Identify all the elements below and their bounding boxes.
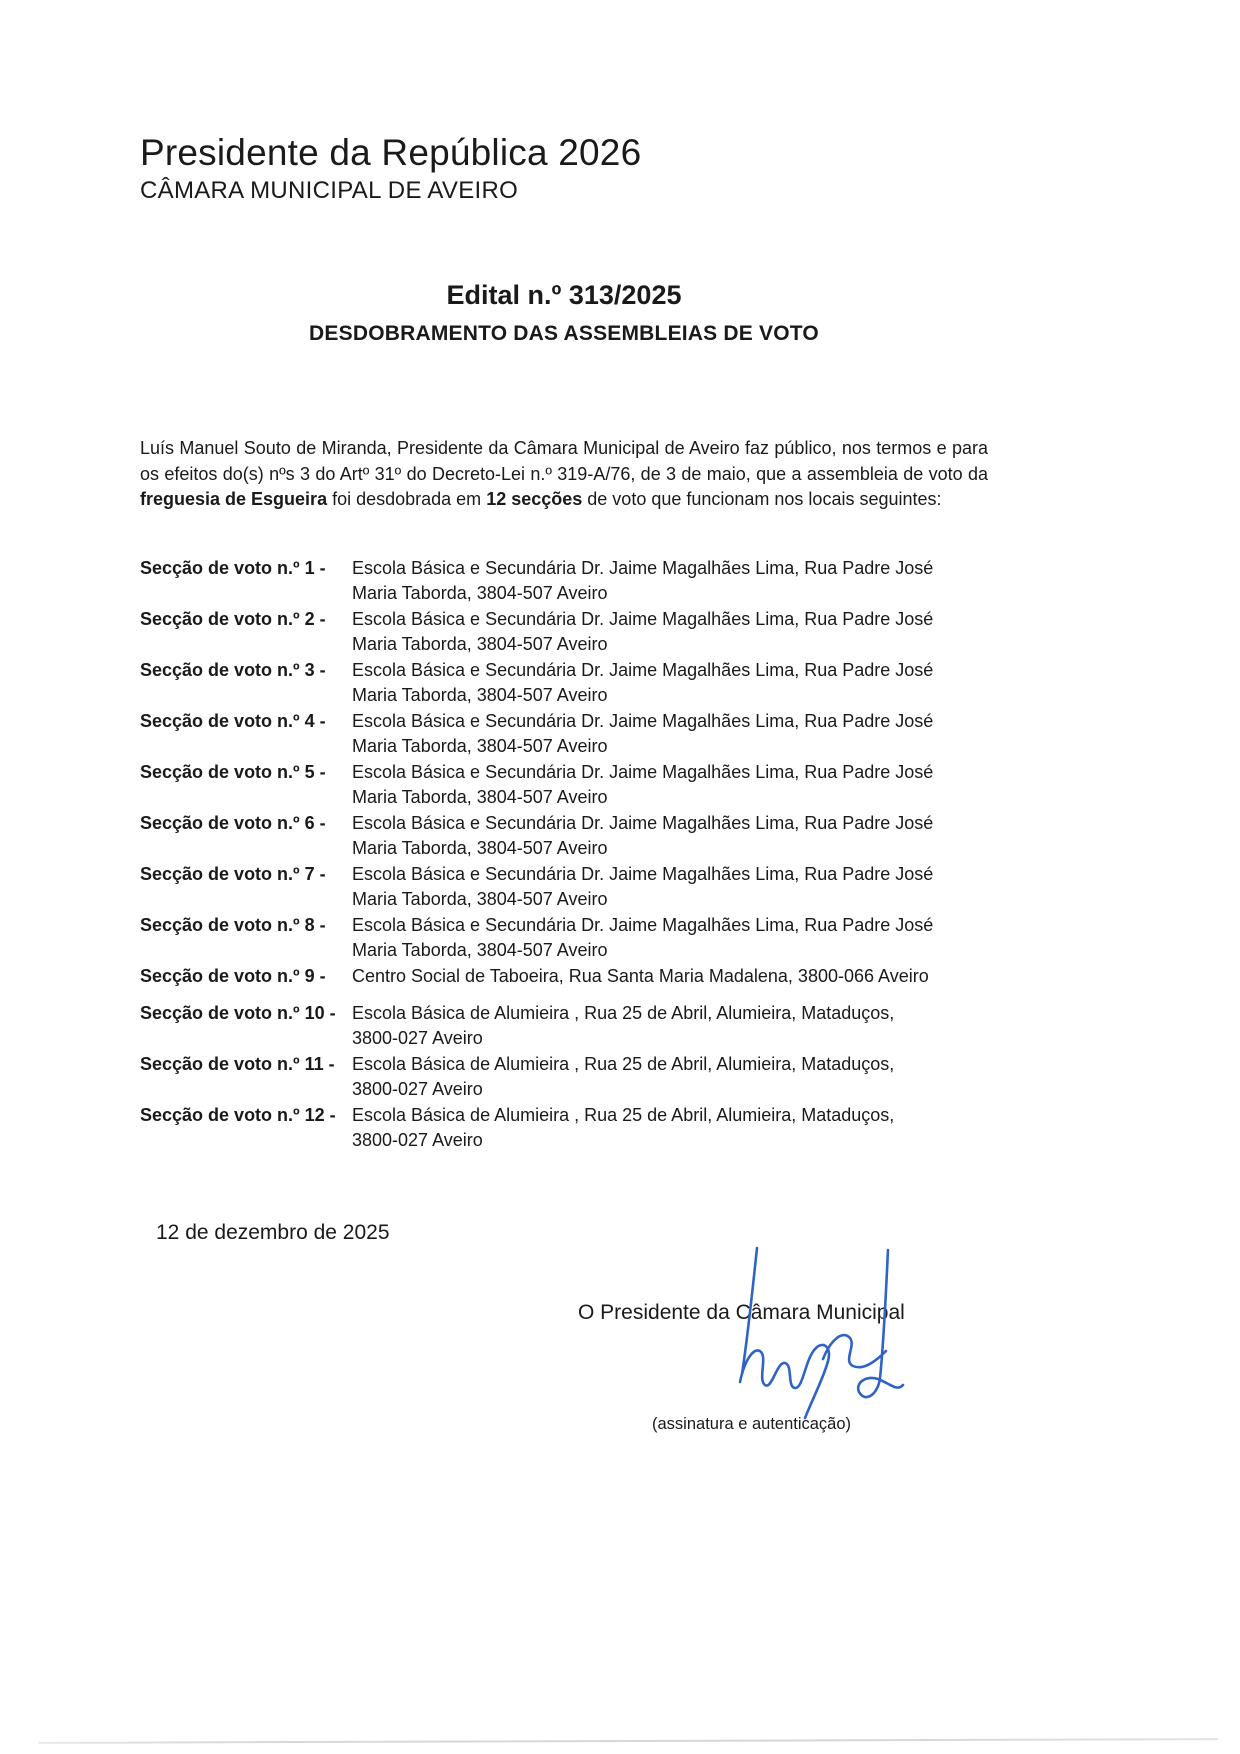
section-location: Escola Básica de Alumieira , Rua 25 de Abril, Alumieira, Mataduços, 3800-027 Aveiro [352,1054,895,1099]
section-location: Centro Social de Taboeira, Rua Santa Maria Madalena, 3800-066 Aveiro [352,966,929,986]
letterhead [140,132,641,205]
letterhead-title: Presidente da República 2026 [140,132,642,173]
section-label: Secção de voto n.º 7 - [140,864,326,884]
section-location: Escola Básica e Secundária Dr. Jaime Magalhães Lima, Rua Padre José Maria Taborda, 3804-507 Aveiro [352,813,934,858]
section-label: Secção de voto n.º 9 - [140,966,326,986]
section-row [140,1103,1000,1153]
document-date: 12 de dezembro de 2025 [156,1221,390,1244]
section-location: Escola Básica de Alumieira , Rua 25 de Abril, Alumieira, Mataduços, 3800-027 Aveiro [352,1105,895,1150]
section-row [140,913,1000,963]
section-label: Secção de voto n.º 5 - [140,762,326,782]
section-location: Escola Básica e Secundária Dr. Jaime Magalhães Lima, Rua Padre José Maria Taborda, 3804-507 Aveiro [352,558,934,603]
signature-title: O Presidente da Câmara Municipal [578,1301,905,1324]
section-label: Secção de voto n.º 2 - [140,609,326,629]
section-location: Escola Básica e Secundária Dr. Jaime Magalhães Lima, Rua Padre José Maria Taborda, 3804-507 Aveiro [352,762,934,807]
section-row [140,607,1000,657]
intro-text-start: Luís Manuel Souto de Miranda, Presidente da Câmara Municipal de Aveiro faz público, nos termos e para os efeitos do(s) nºs 3 do Artº 31º do Decreto-Lei n.º 319-A/76, de 3 de maio, que a assembleia de voto da [140,438,988,484]
edital-heading [140,278,988,347]
section-row [140,1001,1000,1051]
section-row [140,556,1000,606]
scan-artifact-line [38,1738,1218,1744]
section-row [140,760,1000,810]
intro-text-mid: foi desdobrada em [327,489,487,509]
section-label: Secção de voto n.º 1 - [140,558,326,578]
section-label: Secção de voto n.º 6 - [140,813,326,833]
section-label: Secção de voto n.º 11 - [140,1054,335,1074]
section-row [140,658,1000,708]
intro-paragraph [140,436,988,513]
section-label: Secção de voto n.º 4 - [140,711,326,731]
section-location: Escola Básica de Alumieira , Rua 25 de Abril, Alumieira, Mataduços, 3800-027 Aveiro [352,1003,895,1048]
section-location: Escola Básica e Secundária Dr. Jaime Magalhães Lima, Rua Padre José Maria Taborda, 3804-507 Aveiro [352,660,934,705]
sections-list [140,556,1000,1154]
intro-bold-freguesia: freguesia de Esgueira [140,489,328,509]
edital-subject: DESDOBRAMENTO DAS ASSEMBLEIAS DE VOTO [309,322,819,345]
section-label: Secção de voto n.º 10 - [140,1003,336,1023]
signature-caption: (assinatura e autenticação) [652,1415,852,1433]
section-row [140,1052,1000,1102]
letterhead-subtitle: CÂMARA MUNICIPAL DE AVEIRO [140,177,519,204]
section-location: Escola Básica e Secundária Dr. Jaime Magalhães Lima, Rua Padre José Maria Taborda, 3804-507 Aveiro [352,864,934,909]
section-row [140,862,1000,912]
edital-title: Edital n.º 313/2025 [446,280,682,310]
section-label: Secção de voto n.º 8 - [140,915,326,935]
intro-bold-seccoes: 12 secções [486,489,583,509]
section-row [140,811,1000,861]
section-label: Secção de voto n.º 3 - [140,660,326,680]
section-location: Escola Básica e Secundária Dr. Jaime Magalhães Lima, Rua Padre José Maria Taborda, 3804-507 Aveiro [352,609,934,654]
section-location: Escola Básica e Secundária Dr. Jaime Magalhães Lima, Rua Padre José Maria Taborda, 3804-507 Aveiro [352,915,934,960]
section-location: Escola Básica e Secundária Dr. Jaime Magalhães Lima, Rua Padre José Maria Taborda, 3804-507 Aveiro [352,711,934,756]
intro-text-end: de voto que funcionam nos locais seguintes: [582,489,942,509]
section-row [140,964,1000,989]
section-label: Secção de voto n.º 12 - [140,1105,336,1125]
section-row [140,709,1000,759]
